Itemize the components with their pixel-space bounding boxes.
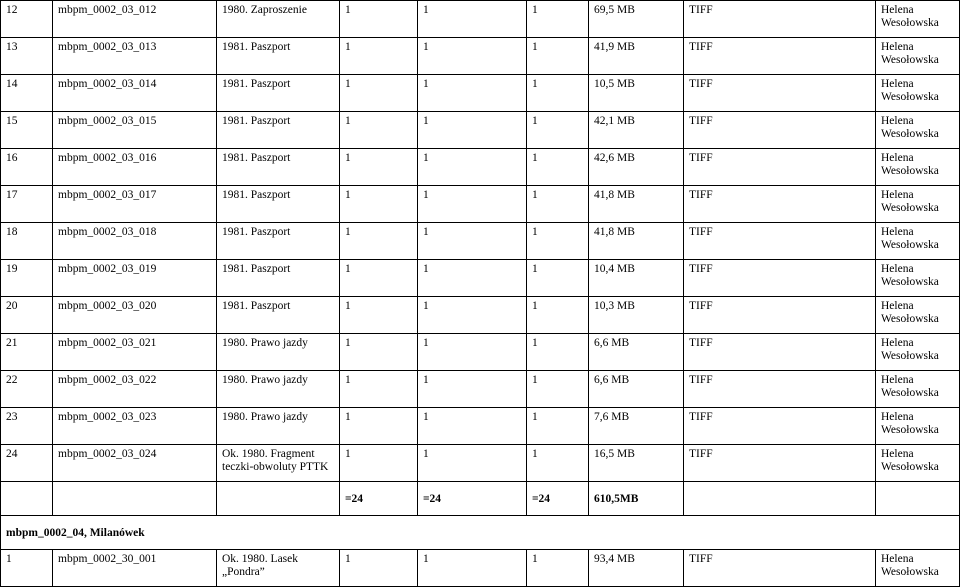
cell-number: 17	[1, 186, 53, 223]
cell-count-b: 1	[418, 1, 527, 38]
table-row	[1, 408, 960, 445]
cell-signature: mbpm_0002_03_021	[53, 334, 217, 371]
cell-count-c: 1	[527, 38, 589, 75]
cell-count-b: 1	[418, 75, 527, 112]
cell-title: Ok. 1980. Lasek „Pondra”	[217, 550, 340, 587]
cell-signature: mbpm_0002_03_019	[53, 260, 217, 297]
cell-count-b: 1	[418, 38, 527, 75]
cell-title: 1980. Prawo jazdy	[217, 334, 340, 371]
cell-format: TIFF	[684, 112, 876, 149]
table-row	[1, 297, 960, 334]
cell-signature: mbpm_0002_03_016	[53, 149, 217, 186]
cell-number: 19	[1, 260, 53, 297]
table-row	[1, 75, 960, 112]
cell-size: 69,5 MB	[589, 1, 684, 38]
table-row	[1, 149, 960, 186]
cell-signature: mbpm_0002_03_012	[53, 1, 217, 38]
cell-format: TIFF	[684, 408, 876, 445]
cell-count-b: 1	[418, 112, 527, 149]
cell-count-a: 1	[340, 550, 418, 587]
cell-format: TIFF	[684, 75, 876, 112]
cell-title: Ok. 1980. Fragment teczki-obwoluty PTTK	[217, 445, 340, 482]
cell-signature: mbpm_0002_03_022	[53, 371, 217, 408]
cell-size: 41,8 MB	[589, 186, 684, 223]
cell-title: 1981. Paszport	[217, 260, 340, 297]
cell-signature: mbpm_0002_03_024	[53, 445, 217, 482]
cell-count-c: 1	[527, 1, 589, 38]
cell-count-a: 1	[340, 408, 418, 445]
cell-count-c: 1	[527, 186, 589, 223]
cell-size: 7,6 MB	[589, 408, 684, 445]
cell-number: 18	[1, 223, 53, 260]
cell-format: TIFF	[684, 38, 876, 75]
cell-title: 1981. Paszport	[217, 112, 340, 149]
cell-count-b: 1	[418, 550, 527, 587]
cell-format: TIFF	[684, 334, 876, 371]
cell-format: TIFF	[684, 445, 876, 482]
cell-count-b: 1	[418, 260, 527, 297]
cell-author: Helena Wesołowska	[876, 260, 960, 297]
table-row	[1, 334, 960, 371]
cell-author: Helena Wesołowska	[876, 186, 960, 223]
cell-size: 42,6 MB	[589, 149, 684, 186]
table-row	[1, 38, 960, 75]
cell-count-c: 1	[527, 297, 589, 334]
cell-signature: mbpm_0002_30_001	[53, 550, 217, 587]
cell-count-a: 1	[340, 186, 418, 223]
cell-number: 21	[1, 334, 53, 371]
cell-count-c: 1	[527, 371, 589, 408]
cell-author: Helena Wesołowska	[876, 38, 960, 75]
section-title: mbpm_0002_04, Milanówek	[1, 516, 960, 550]
cell-size: 16,5 MB	[589, 445, 684, 482]
cell-author: Helena Wesołowska	[876, 112, 960, 149]
cell-author: Helena Wesołowska	[876, 75, 960, 112]
table-row	[1, 371, 960, 408]
cell-size: 6,6 MB	[589, 334, 684, 371]
cell-size: 41,9 MB	[589, 38, 684, 75]
cell-count-a: 1	[340, 297, 418, 334]
total-c: =24	[527, 482, 589, 516]
cell-number: 23	[1, 408, 53, 445]
cell-count-b: 1	[418, 445, 527, 482]
cell-format: TIFF	[684, 371, 876, 408]
table-row	[1, 260, 960, 297]
cell-count-c: 1	[527, 223, 589, 260]
cell-author: Helena Wesołowska	[876, 334, 960, 371]
cell-format: TIFF	[684, 297, 876, 334]
cell-signature: mbpm_0002_03_013	[53, 38, 217, 75]
total-a: =24	[340, 482, 418, 516]
cell-title: 1981. Paszport	[217, 75, 340, 112]
cell-count-c: 1	[527, 334, 589, 371]
cell-count-a: 1	[340, 1, 418, 38]
totals-row	[1, 482, 960, 516]
inventory-rows-section	[1, 550, 960, 587]
cell-size: 10,5 MB	[589, 75, 684, 112]
cell-number: 13	[1, 38, 53, 75]
cell-author: Helena Wesołowska	[876, 445, 960, 482]
cell-count-c: 1	[527, 408, 589, 445]
table-row	[1, 186, 960, 223]
cell-author: Helena Wesołowska	[876, 223, 960, 260]
table-row	[1, 445, 960, 482]
cell-signature: mbpm_0002_03_015	[53, 112, 217, 149]
cell-size: 10,4 MB	[589, 260, 684, 297]
cell-count-b: 1	[418, 408, 527, 445]
cell-number: 1	[1, 550, 53, 587]
cell-count-a: 1	[340, 445, 418, 482]
cell-size: 42,1 MB	[589, 112, 684, 149]
cell-number: 20	[1, 297, 53, 334]
table-row	[1, 550, 960, 587]
cell-count-c: 1	[527, 149, 589, 186]
cell-count-a: 1	[340, 38, 418, 75]
cell-title: 1981. Paszport	[217, 149, 340, 186]
cell-title: 1981. Paszport	[217, 297, 340, 334]
cell-author: Helena Wesołowska	[876, 149, 960, 186]
cell-number: 12	[1, 1, 53, 38]
cell-title: 1980. Prawo jazdy	[217, 371, 340, 408]
cell-title: 1980. Zaproszenie	[217, 1, 340, 38]
cell-signature: mbpm_0002_03_014	[53, 75, 217, 112]
cell-count-a: 1	[340, 75, 418, 112]
cell-author: Helena Wesołowska	[876, 408, 960, 445]
cell-number: 22	[1, 371, 53, 408]
total-size: 610,5MB	[589, 482, 684, 516]
cell-format: TIFF	[684, 223, 876, 260]
cell-count-b: 1	[418, 334, 527, 371]
cell-number: 15	[1, 112, 53, 149]
cell-number: 14	[1, 75, 53, 112]
cell-author: Helena Wesołowska	[876, 1, 960, 38]
cell-count-c: 1	[527, 260, 589, 297]
section-header-row	[1, 516, 960, 550]
cell-count-c: 1	[527, 75, 589, 112]
cell-count-b: 1	[418, 223, 527, 260]
total-b: =24	[418, 482, 527, 516]
table-row	[1, 223, 960, 260]
cell-size: 10,3 MB	[589, 297, 684, 334]
cell-author: Helena Wesołowska	[876, 297, 960, 334]
cell-signature: mbpm_0002_03_020	[53, 297, 217, 334]
cell-count-c: 1	[527, 550, 589, 587]
cell-title: 1981. Paszport	[217, 186, 340, 223]
cell-count-b: 1	[418, 186, 527, 223]
cell-size: 93,4 MB	[589, 550, 684, 587]
cell-signature: mbpm_0002_03_017	[53, 186, 217, 223]
cell-author: Helena Wesołowska	[876, 371, 960, 408]
table-row	[1, 112, 960, 149]
cell-count-b: 1	[418, 297, 527, 334]
cell-signature: mbpm_0002_03_023	[53, 408, 217, 445]
cell-size: 41,8 MB	[589, 223, 684, 260]
cell-title: 1981. Paszport	[217, 38, 340, 75]
cell-number: 24	[1, 445, 53, 482]
cell-count-c: 1	[527, 445, 589, 482]
cell-signature: mbpm_0002_03_018	[53, 223, 217, 260]
cell-size: 6,6 MB	[589, 371, 684, 408]
inventory-rows	[1, 1, 960, 482]
cell-count-a: 1	[340, 112, 418, 149]
cell-format: TIFF	[684, 186, 876, 223]
cell-count-a: 1	[340, 149, 418, 186]
cell-count-c: 1	[527, 112, 589, 149]
cell-format: TIFF	[684, 149, 876, 186]
cell-author: Helena Wesołowska	[876, 550, 960, 587]
cell-count-a: 1	[340, 371, 418, 408]
cell-count-b: 1	[418, 149, 527, 186]
cell-count-a: 1	[340, 334, 418, 371]
table-row	[1, 1, 960, 38]
cell-count-b: 1	[418, 371, 527, 408]
cell-count-a: 1	[340, 223, 418, 260]
cell-count-a: 1	[340, 260, 418, 297]
cell-format: TIFF	[684, 550, 876, 587]
cell-title: 1980. Prawo jazdy	[217, 408, 340, 445]
cell-title: 1981. Paszport	[217, 223, 340, 260]
cell-format: TIFF	[684, 260, 876, 297]
cell-format: TIFF	[684, 1, 876, 38]
cell-number: 16	[1, 149, 53, 186]
